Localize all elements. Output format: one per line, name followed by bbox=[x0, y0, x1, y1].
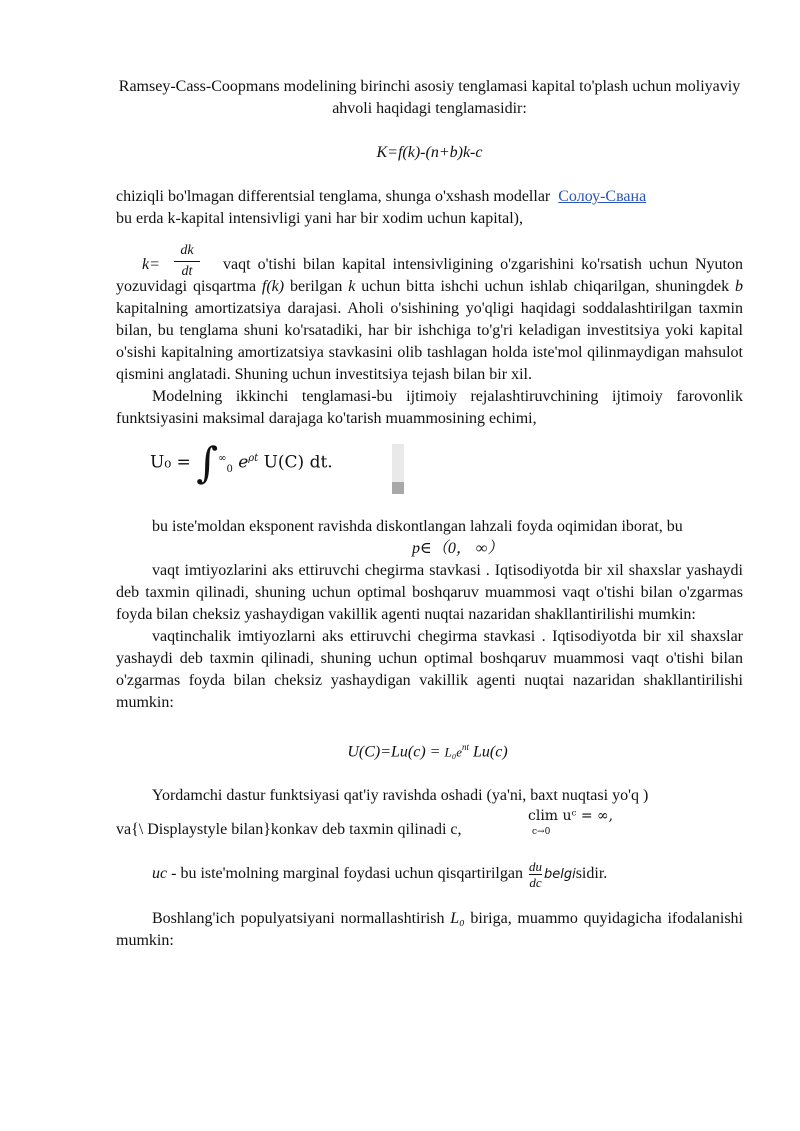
integral-exponent: ρt bbox=[248, 453, 259, 464]
paragraph-temporary-preference: vaqtinchalik imtiyozlarni aks ettiruvchi chegirma stavkasi . Iqtisodiyotda bir xil shaxslar yashaydi deb taxmin qilinadi, shuning uchun optimal boshqaruv muammosi vaqt o'tishi bilan o'zgarmas foyda bilan cheksiz yashaydigan vakillik agenti nuqtai nazaridan shakllantirilishi mumkin: bbox=[116, 628, 743, 711]
text-b: b bbox=[735, 278, 744, 295]
fraction-bar bbox=[174, 261, 200, 262]
document-page bbox=[116, 76, 743, 952]
paragraph-concave: va{\ Displaystyle bilan}konkav deb taxmin qilinadi c, bbox=[116, 821, 462, 839]
paragraph-utility-increasing: Yordamchi dastur funktsiyasi qat'iy ravishda oshadi (ya'ni, baxt nuqtasi yo'q ) bbox=[152, 787, 649, 805]
eq2-exponent: nt bbox=[462, 742, 470, 752]
sidir-text: sidir. bbox=[575, 865, 608, 883]
eq2-right: Lu(c) bbox=[469, 743, 508, 761]
text-newton-end: kapitalning amortizatsiya darajasi. Aholi o'sishining yo'qligi haqidagi soddalashtirilgan taxmin bilan, bu tenglama shuni ko'rsatadiki, har bir ishchiga to'g'ri keladigan investitsiya yoki kapital o'sishi kapitalning amortizatsiya stavkasini olib tashlagan holda iste'mol qilinmaydigan mahsulot qismini anglatadi. Shuning uchun investitsiya tejash bilan bir xil. bbox=[116, 300, 743, 383]
text-k: k bbox=[348, 278, 356, 295]
paragraph-marginal-utility bbox=[116, 859, 743, 890]
integral-upper-limit: ∞ bbox=[218, 453, 227, 464]
dk-numerator: dk bbox=[180, 243, 194, 258]
paragraph-nonlinear bbox=[116, 186, 743, 230]
dc-denominator: dc bbox=[529, 875, 542, 891]
dk-dt-fraction bbox=[174, 242, 200, 281]
paragraph-time-preference: vaqt imtiyozlarini aks ettiruvchi chegirma stavkasi . Iqtisodiyotda bir xil shaxslar yashaydi deb taxmin qilinadi, shuning uchun optimal boshqaruv muammosi vaqt o'tishi bilan o'zgarmas foyda bilan cheksiz yashaydigan vakillik agenti nuqtai nazaridan shakllantirilishi mumkin: bbox=[116, 562, 743, 623]
equation-utility bbox=[112, 736, 743, 763]
scrollbar-thumb[interactable] bbox=[392, 482, 404, 494]
l0-term: L₀ bbox=[450, 910, 465, 928]
text-uchun: uchun bitta ishchi uchun ishlab chiqarilgan, shuningdek bbox=[361, 278, 730, 295]
intro-paragraph: Ramsey-Cass-Coopmans modelining birinchi asosiy tenglamasi kapital to'plash uchun moliyaviy ahvoli haqidagi tenglamasidir: bbox=[118, 78, 741, 117]
paragraph-second-equation: Modelning ikkinchi tenglamasi-bu ijtimoiy rejalashtiruvchining ijtimoiy farovonlik funktsiyasini maksimal darajaga ko'tarish muammosining echimi, bbox=[116, 388, 743, 427]
paragraph-nonlinear-text-2: bu erda k-kapital intensivligi yani har bir xodim uchun kapital), bbox=[116, 210, 524, 227]
paragraph-nonlinear-text: chiziqli bo'lmagan differentsial tenglama, shunga o'xshash modellar bbox=[116, 188, 551, 205]
limit-subscript: c→0 bbox=[532, 827, 551, 838]
limit-formula bbox=[528, 809, 613, 839]
limit-expression: clim uᶜ = ∞, bbox=[528, 808, 614, 825]
paragraph-discounted-flow: bu iste'moldan eksponent ravishda diskontlangan lahzali foyda oqimidan iborat, bu bbox=[152, 518, 683, 535]
belgi-text: belgi bbox=[543, 867, 576, 883]
embedded-scrollbar[interactable] bbox=[392, 444, 404, 494]
text-berilgan: berilgan bbox=[289, 278, 343, 295]
integral-formula bbox=[150, 438, 333, 488]
marginal-text: - bu iste'molning marginal foydasi uchun qisqartirilgan bbox=[167, 865, 527, 883]
integral-body: U(C) dt. bbox=[263, 452, 333, 473]
p-range: p∈（0， ∞） bbox=[412, 540, 504, 557]
normalization-end: biriga, muammo quyidagicha ifodalanishi mumkin: bbox=[116, 910, 743, 950]
text-newton-start: vaqt o'tishi bilan kapital intensivligining o'zgarishini ko'rsatish uchun Nyuton yozuvidagi qisqartma bbox=[116, 256, 743, 295]
text-fk: f(k) bbox=[261, 278, 285, 295]
uc-term: uc bbox=[152, 865, 168, 883]
integral-lhs: U₀ = bbox=[150, 452, 191, 473]
du-dc-fraction bbox=[529, 859, 542, 890]
dt-denominator: dt bbox=[181, 264, 193, 279]
k-derivative-line bbox=[116, 242, 743, 288]
normalization-start: Boshlang'ich populyatsiyani normallashtirish bbox=[152, 910, 451, 928]
paragraph-normalization bbox=[116, 908, 743, 952]
welfare-integral bbox=[116, 440, 743, 516]
equation-capital-accumulation: K=f(k)-(n+b)k-c bbox=[376, 144, 483, 161]
integral-exp-base: e bbox=[238, 452, 249, 473]
eq2-l0: L₀e bbox=[444, 744, 462, 760]
utility-assumption-block bbox=[116, 785, 743, 843]
integral-lower-limit: 0 bbox=[226, 464, 233, 476]
eq2-left: U(C)=Lu(c) = bbox=[347, 743, 445, 761]
integral-sign-icon: ∫ bbox=[196, 438, 219, 488]
k-equals-label: k= bbox=[142, 256, 160, 273]
solow-swan-link[interactable]: Солоу-Свана bbox=[558, 188, 647, 205]
du-numerator: du bbox=[528, 859, 542, 875]
